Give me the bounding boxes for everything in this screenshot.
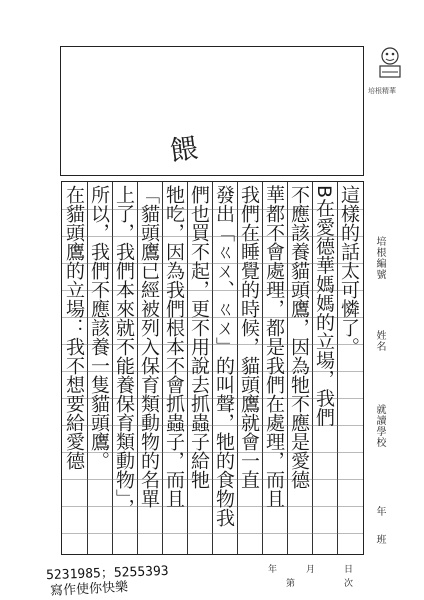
essay-column-9: 「貓頭鷹已經被列入保育類動物的名單 xyxy=(138,185,160,508)
essay-column-12: 在貓頭鷹的立場：我不想要給愛德 xyxy=(63,185,85,470)
meta-year: 年 xyxy=(268,565,278,575)
essay-column-6: 發出「ㄍㄨ、ㄍㄨ」的叫聲，牠的食物我 xyxy=(213,185,235,527)
label-grade: 年 xyxy=(374,506,385,517)
stamp-label: 培根精華 xyxy=(368,87,396,95)
label-name: 姓名 xyxy=(374,330,385,352)
label-class: 班 xyxy=(374,534,385,545)
essay-title: 餵 xyxy=(168,131,201,168)
essay-column-8: 牠吃，因為我們根本不會抓蟲子，而且 xyxy=(163,185,185,508)
essay-column-11: 所以，我們不應該養一隻貓頭鷹。 xyxy=(88,185,110,470)
essay-column-1: 這樣的話太可憐了。 xyxy=(338,185,360,356)
essay-column-3: 不應該養貓頭鷹，因為牠不應是愛德 xyxy=(288,185,310,489)
title-box xyxy=(60,46,364,176)
essay-column-4: 華都不會處理，都是我們在處理，而且 xyxy=(263,185,285,508)
label-number: 培根編號 xyxy=(374,236,385,280)
essay-column-10: 上了，我們本來就不能養保育類動物」， xyxy=(113,185,135,518)
label-school: 就讀學校 xyxy=(374,404,385,448)
meta-times: 次 xyxy=(344,579,354,589)
footer-slogan: 寫作使你快樂 xyxy=(49,579,129,600)
meta-seq: 第 xyxy=(286,579,296,589)
stamp-icon xyxy=(372,42,408,80)
essay-column-5: 我們在睡覺的時候，貓頭鷹就會一直 xyxy=(238,185,260,489)
essay-column-7: 們也買不起，更不用說去抓蟲子給牠 xyxy=(188,185,210,489)
essay-column-2: B在愛德華媽媽的立場，我們 xyxy=(313,185,335,427)
meta-month: 月 xyxy=(306,565,316,575)
meta-day: 日 xyxy=(344,565,354,575)
footer-numbers: 5231985；5255393 xyxy=(45,563,169,584)
